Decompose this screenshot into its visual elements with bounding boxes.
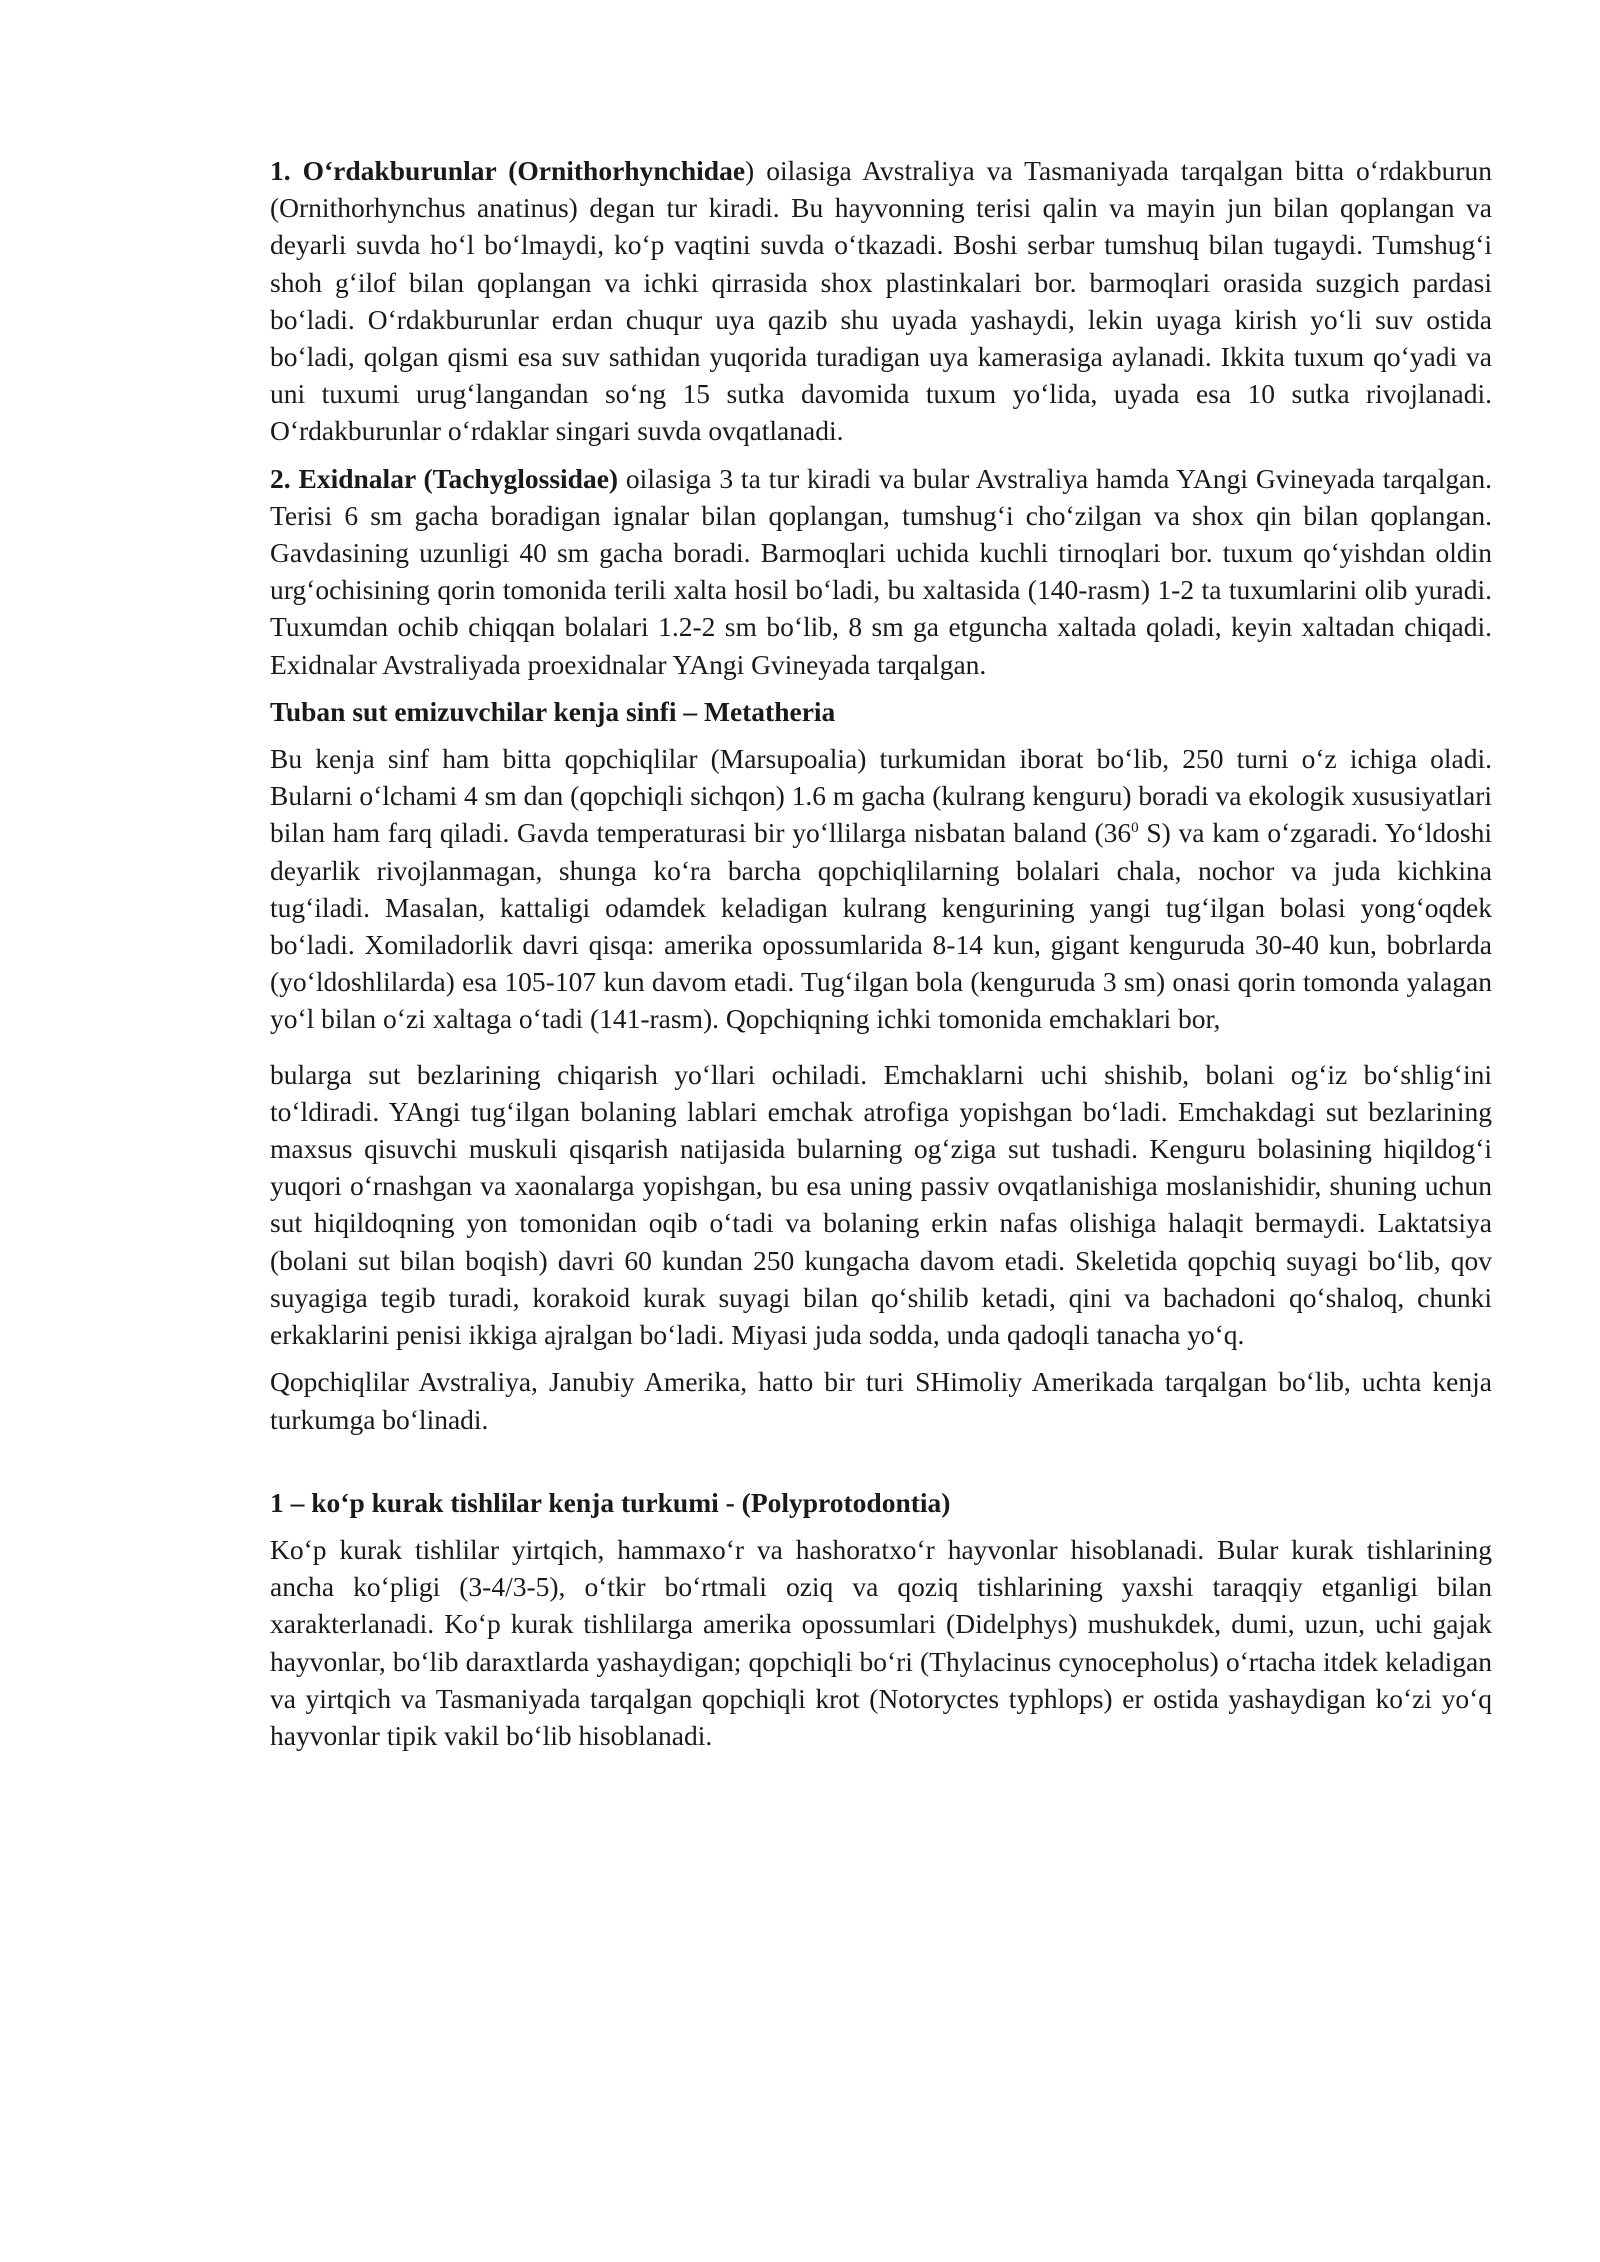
paragraph-lead-bold: 2. Exidnalar (Tachyglossidae) — [270, 462, 619, 494]
paragraph-tachyglossidae — [270, 460, 1492, 683]
paragraph-marsupialia — [270, 740, 1492, 1038]
paragraph-text: ) oilasiga Avstraliya va Tasmaniyada tarqalgan bitta o‘rdakburun (Ornithorhynchus anatinus) degan tur kiradi. Bu hayvonning terisi qalin va mayin jun bilan qoplangan va deyarli suvda ho‘l bo‘lmaydi, ko‘p vaqtini suvda o‘tkazadi. Boshi serbar tumshuq bilan tugaydi. Tumshug‘i shoh g‘ilof bilan qoplangan va ichki qirrasida shox plastinkalari bor. barmoqlari orasida suzgich pardasi bo‘ladi. O‘rdakburunlar erdan chuqur uya qazib shu uyada yashaydi, lekin uyaga kirish yo‘li suv ostida bo‘ladi, qolgan qismi esa suv sathidan yuqorida turadigan uya kamerasiga aylanadi. Ikkita tuxum qo‘yadi va uni tuxumi urug‘langandan so‘ng 15 sutka davomida tuxum yo‘lida, uyada esa 10 sutka rivojlanadi. O‘rdakburunlar o‘rdaklar singari suvda ovqatlanadi. — [270, 155, 1492, 447]
paragraph-text: Bu kenja sinf ham bitta qopchiqlilar (Marsupoalia) turkumidan iborat bo‘lib, 250 turni o‘z ichiga oladi. Bularni o‘lchami 4 sm dan (qopchiqli sichqon) 1.6 m gacha (kulrang kenguru) boradi va ekologik xususiyatlari bilan ham farq qiladi. Gavda temperaturasi bir yo‘llilarga nisbatan baland (36 — [270, 743, 1492, 849]
paragraph-ornithorhynchidae — [270, 152, 1492, 450]
paragraph-lactation: bularga sut bezlarining chiqarish yo‘llari ochiladi. Emchaklarni uchi shishib, bolani og‘iz bo‘shlig‘ini to‘ldiradi. YAngi tug‘ilgan bolaning lablari emchak atrofiga yopishgan bo‘ladi. Emchakdagi sut bezlarining maxsus qisuvchi muskuli qisqarish natijasida bularning og‘ziga sut tushadi. Kenguru bolasining hiqildog‘i yuqori o‘rnashgan va xaonalarga yopishgan, bu esa uning passiv ovqatlanishiga moslanishidir, shuning uchun sut hiqildoqning yon tomonidan oqib o‘tadi va bolaning erkin nafas olishiga halaqit bermaydi. Laktatsiya (bolani sut bilan boqish) davri 60 kundan 250 kungacha davom etadi. Skeletida qopchiq suyagi bo‘lib, qov suyagiga tegib turadi, korakoid kurak suyagi bilan qo‘shilib ketadi, qini va bachadoni qo‘shaloq, chunki erkaklarini penisi ikkiga ajralgan bo‘ladi. Miyasi juda sodda, unda qadoqli tanacha yo‘q. — [270, 1058, 1492, 1351]
paragraph-polyprotodontia: Ko‘p kurak tishlilar yirtqich, hammaxo‘r va hashoratxo‘r hayvonlar hisoblanadi. Bular kurak tishlarining ancha ko‘pligi (3-4/3-5), o‘tkir bo‘rtmali oziq va qoziq tishlarining yaxshi taraqqiy etganligi bilan xarakterlanadi. Ko‘p kurak tishlilarga amerika opossumlari (Didelphys) mushukdek, dumi, uzun, uchi gajak hayvonlar, bo‘lib daraxtlarda yashaydigan; qopchiqli bo‘ri (Thylacinus cynocepholus) o‘rtacha itdek keladigan va yirtqich va Tasmaniyada tarqalgan qopchiqli krot (Notoryctes typhlops) er ostida yashaydigan ko‘zi yo‘q hayvonlar tipik vakil bo‘lib hisoblanadi. — [270, 1533, 1492, 1751]
document-page — [270, 152, 1492, 1764]
superscript-degree: 0 — [1131, 820, 1139, 837]
section-heading-metatheria: Tuban sut emizuvchilar kenja sinfi – Metatheria — [270, 695, 836, 727]
paragraph-distribution: Qopchiqlilar Avstraliya, Janubiy Amerika, hatto bir turi SHimoliy Amerikada tarqalgan bo‘lib, uchta kenja turkumga bo‘linadi. — [270, 1366, 1492, 1435]
paragraph-lead-bold: 1. O‘rdakburunlar (Ornithorhynchidae — [270, 155, 746, 186]
section-heading-polyprotodontia: 1 – ko‘p kurak tishlilar kenja turkumi - (Polyprotodontia) — [270, 1486, 951, 1518]
paragraph-text: oilasiga 3 ta tur kiradi va bular Avstraliya hamda YAngi Gvineyada tarqalgan. Terisi 6 sm gacha boradigan ignalar bilan qoplangan, tumshug‘i cho‘zilgan va shox qin bilan qoplangan. Gavdasining uzunligi 40 sm gacha boradi. Barmoqlari uchida kuchli tirnoqlari bor. tuxum qo‘yishdan oldin urg‘ochisining qorin tomonida terili xalta hosil bo‘ladi, bu xaltasida (140-rasm) 1-2 ta tuxumlarini olib yuradi. Tuxumdan ochib chiqqan bolalari 1.2-2 sm bo‘lib, 8 sm ga etguncha xaltada qoladi, keyin xaltadan chiqadi. Exidnalar Avstraliyada proexidnalar YAngi Gvineyada tarqalgan. — [270, 462, 1492, 680]
paragraph-text: S) va kam o‘zgaradi. Yo‘ldoshi deyarlik rivojlanmagan, shunga ko‘ra barcha qopchiqlilarning bolalari chala, nochor va juda kichkina tug‘iladi. Masalan, kattaligi odamdek keladigan kulrang kengurining yangi tug‘ilgan bolasi yong‘oqdek bo‘ladi. Xomiladorlik davri qisqa: amerika opossumlarida 8-14 kun, gigant kenguruda 30-40 kun, bobrlarda (yo‘ldoshlilarda) esa 105-107 kun davom etadi. Tug‘ilgan bola (kenguruda 3 sm) onasi qorin tomonda yalagan yo‘l bilan o‘zi xaltaga o‘tadi (141-rasm). Qopchiqning ichki tomonida emchaklari bor, — [270, 817, 1492, 1035]
